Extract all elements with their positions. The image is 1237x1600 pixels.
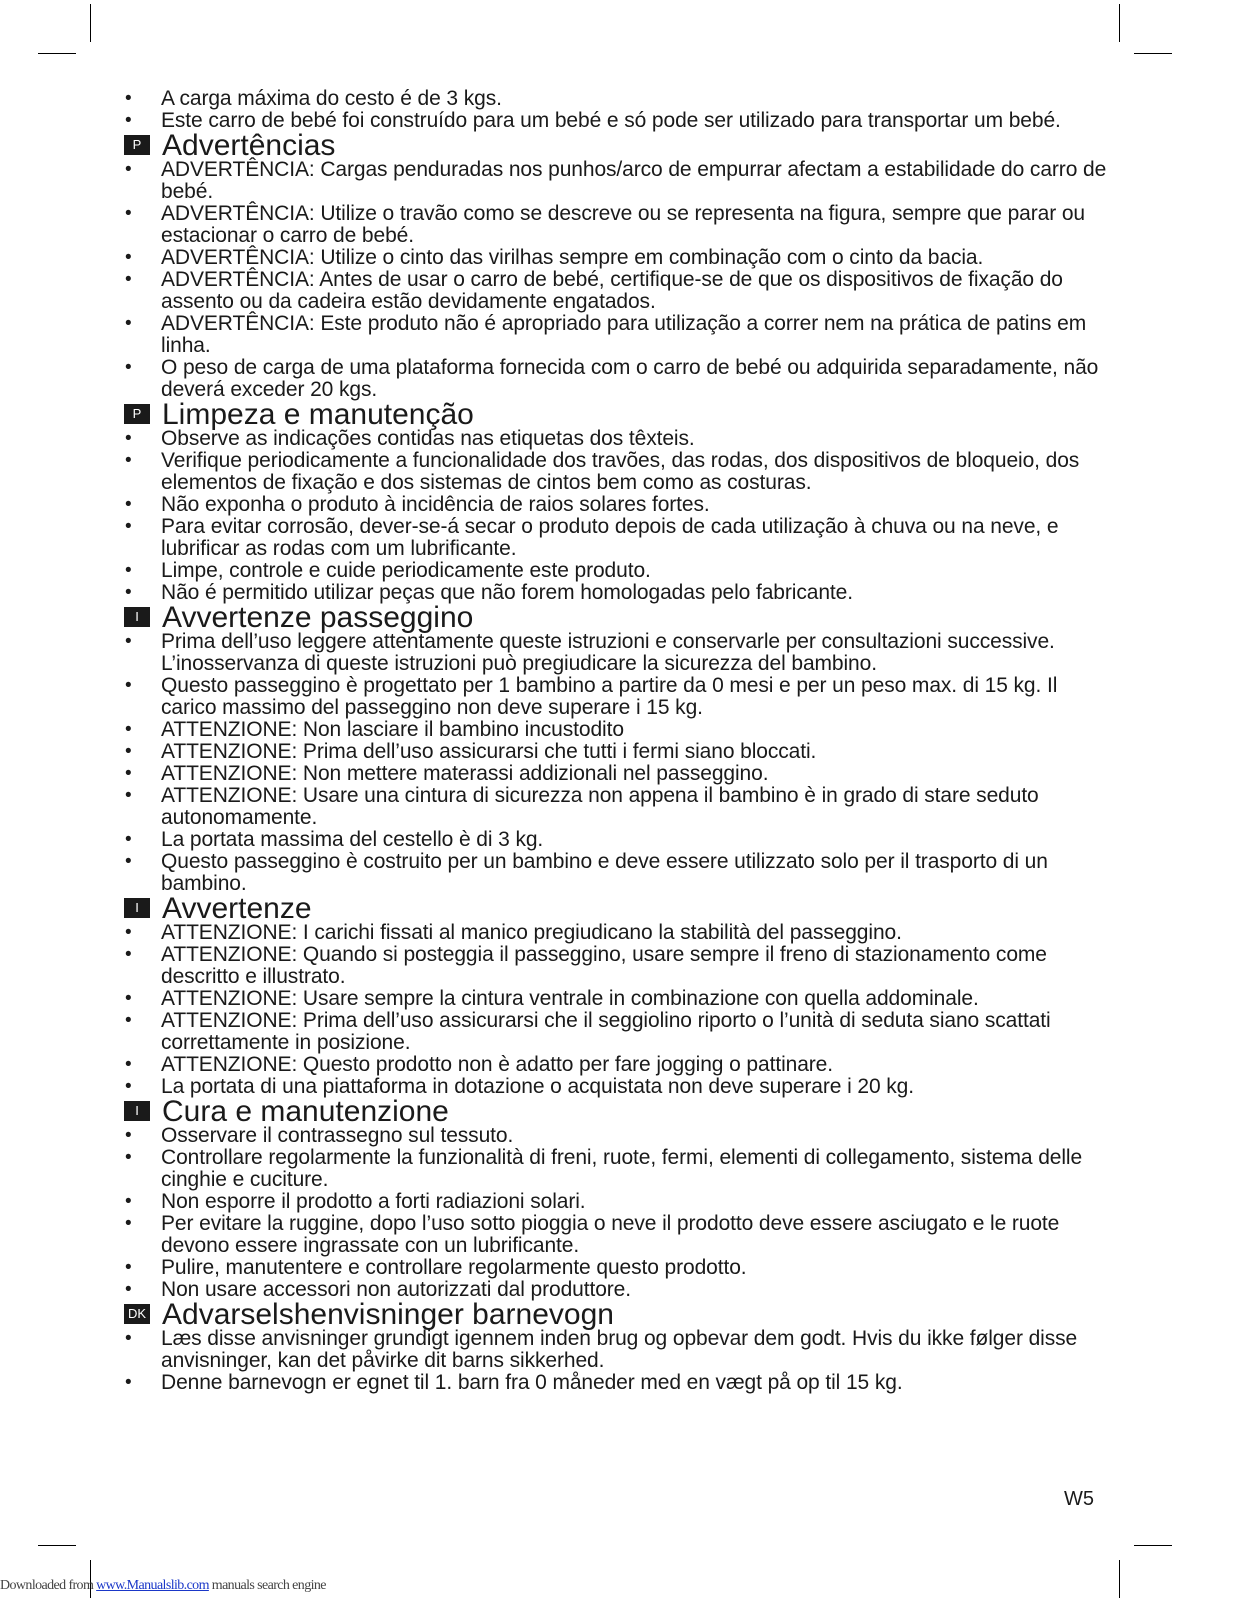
bullet-item: • Para evitar corrosão, dever-se-á secar o produto depois de cada utilização à chuva ou na neve, e lubrificar as rodas com um lubrificante. [124, 516, 1114, 560]
bullet-item: • ATTENZIONE: Usare una cintura di sicurezza non appena il bambino è in grado di stare seduto autonomamente. [124, 785, 1114, 829]
section-title: Advarselshenvisninger barnevogn [162, 1298, 614, 1331]
crop-mark-top-left [90, 4, 91, 42]
language-badge: DK [124, 1304, 150, 1324]
bullet-item: • La portata di una piattaforma in dotazione o acquistata non deve superare i 20 kg. [124, 1076, 1114, 1098]
section-title: Avvertenze passeggino [162, 601, 474, 634]
bullet-item: • Per evitare la ruggine, dopo l’uso sotto pioggia o neve il prodotto deve essere asciugato e le ruote devono essere ingrassate con un lubrificante. [124, 1213, 1114, 1257]
bullet-item: • La portata massima del cestello è di 3 kg. [124, 829, 1114, 851]
crop-mark-top-left [38, 53, 76, 54]
manualslib-link[interactable]: www.Manualslib.com [96, 1578, 209, 1593]
bullet-item: • Observe as indicações contidas nas etiquetas dos têxteis. [124, 428, 1114, 450]
section-title: Cura e manutenzione [162, 1095, 449, 1128]
section-heading [124, 1298, 1114, 1331]
section-title: Advertências [162, 129, 336, 162]
bullet-item: • Este carro de bebé foi construído para um bebé e só pode ser utilizado para transportar um bebé. [124, 110, 1114, 132]
language-badge: P [124, 135, 150, 155]
bullet-item: • ATTENZIONE: Usare sempre la cintura ventrale in combinazione con quella addominale. [124, 988, 1114, 1010]
bullet-item: • Questo passeggino è progettato per 1 bambino a partire da 0 mesi e per un peso max. di 15 kg. Il carico massimo del passeggino non deve superare i 15 kg. [124, 675, 1114, 719]
language-badge: I [124, 898, 150, 918]
crop-mark-bottom-right [1119, 1560, 1120, 1598]
footer-suffix: manuals search engine [208, 1578, 326, 1593]
language-badge: P [124, 404, 150, 424]
bullet-item: • ADVERTÊNCIA: Utilize o travão como se descreve ou se representa na figura, sempre que parar ou estacionar o carro de bebé. [124, 203, 1114, 247]
bullet-item: • A carga máxima do cesto é de 3 kgs. [124, 88, 1114, 110]
bullet-item: • Controllare regolarmente la funzionalità di freni, ruote, fermi, elementi di collegamento, sistema delle cinghie e cuciture. [124, 1147, 1114, 1191]
language-badge: I [124, 1101, 150, 1121]
bullet-item: • ATTENZIONE: Quando si posteggia il passeggino, usare sempre il freno di stazionamento come descritto e illustrato. [124, 944, 1114, 988]
download-footer [0, 1578, 326, 1594]
bullet-item: • ATTENZIONE: I carichi fissati al manico pregiudicano la stabilità del passeggino. [124, 922, 1114, 944]
bullet-item: • Denne barnevogn er egnet til 1. barn fra 0 måneder med en vægt på op til 15 kg. [124, 1372, 1114, 1394]
bullet-item: • Não é permitido utilizar peças que não forem homologadas pelo fabricante. [124, 582, 1114, 604]
bullet-item: • Osservare il contrassegno sul tessuto. [124, 1125, 1114, 1147]
bullet-item: • Prima dell’uso leggere attentamente queste istruzioni e conservarle per consultazioni successive. L’inosservanza di queste istruzioni può pregiudicare la sicurezza del bambino. [124, 631, 1114, 675]
manual-page-content [124, 88, 1114, 1394]
bullet-item: • Limpe, controle e cuide periodicamente este produto. [124, 560, 1114, 582]
bullet-item: • Questo passeggino è costruito per un bambino e deve essere utilizzato solo per il trasporto di un bambino. [124, 851, 1114, 895]
bullet-item: • Pulire, manutentere e controllare regolarmente questo prodotto. [124, 1257, 1114, 1279]
page-number: W5 [1064, 1488, 1094, 1510]
bullet-item: • ADVERTÊNCIA: Este produto não é apropriado para utilização a correr nem na prática de patins em linha. [124, 313, 1114, 357]
section-heading [124, 601, 1114, 634]
bullet-item: • O peso de carga de uma plataforma fornecida com o carro de bebé ou adquirida separadamente, não deverá exceder 20 kgs. [124, 357, 1114, 401]
section-heading [124, 398, 1114, 431]
bullet-item: • Non usare accessori non autorizzati dal produttore. [124, 1279, 1114, 1301]
crop-mark-bottom-right [1134, 1545, 1172, 1546]
bullet-item: • ATTENZIONE: Non mettere materassi addizionali nel passeggino. [124, 763, 1114, 785]
section-heading [124, 1095, 1114, 1128]
section-heading [124, 129, 1114, 162]
footer-prefix: Downloaded from [0, 1578, 97, 1593]
crop-mark-top-right [1134, 53, 1172, 54]
language-badge: I [124, 607, 150, 627]
crop-mark-top-right [1119, 4, 1120, 42]
bullet-item: • ADVERTÊNCIA: Utilize o cinto das virilhas sempre em combinação com o cinto da bacia. [124, 247, 1114, 269]
bullet-item: • Não exponha o produto à incidência de raios solares fortes. [124, 494, 1114, 516]
section-title: Limpeza e manutenção [162, 398, 474, 431]
bullet-item: • ATTENZIONE: Non lasciare il bambino incustodito [124, 719, 1114, 741]
bullet-item: • Læs disse anvisninger grundigt igennem inden brug og opbevar dem godt. Hvis du ikke følger disse anvisninger, kan det påvirke dit barns sikkerhed. [124, 1328, 1114, 1372]
bullet-item: • ADVERTÊNCIA: Cargas penduradas nos punhos/arco de empurrar afectam a estabilidade do carro de bebé. [124, 159, 1114, 203]
bullet-item: • ATTENZIONE: Questo prodotto non è adatto per fare jogging o pattinare. [124, 1054, 1114, 1076]
bullet-item: • Non esporre il prodotto a forti radiazioni solari. [124, 1191, 1114, 1213]
section-title: Avvertenze [162, 892, 312, 925]
bullet-item: • ATTENZIONE: Prima dell’uso assicurarsi che tutti i fermi siano bloccati. [124, 741, 1114, 763]
bullet-item: • ATTENZIONE: Prima dell’uso assicurarsi che il seggiolino riporto o l’unità di seduta siano scattati correttamente in posizione. [124, 1010, 1114, 1054]
bullet-item: • ADVERTÊNCIA: Antes de usar o carro de bebé, certifique-se de que os dispositivos de fixação do assento ou da cadeira estão devidamente engatados. [124, 269, 1114, 313]
section-heading [124, 892, 1114, 925]
crop-mark-bottom-left [38, 1545, 76, 1546]
bullet-item: • Verifique periodicamente a funcionalidade dos travões, das rodas, dos dispositivos de bloqueio, dos elementos de fixação e dos sistemas de cintos bem como as costuras. [124, 450, 1114, 494]
